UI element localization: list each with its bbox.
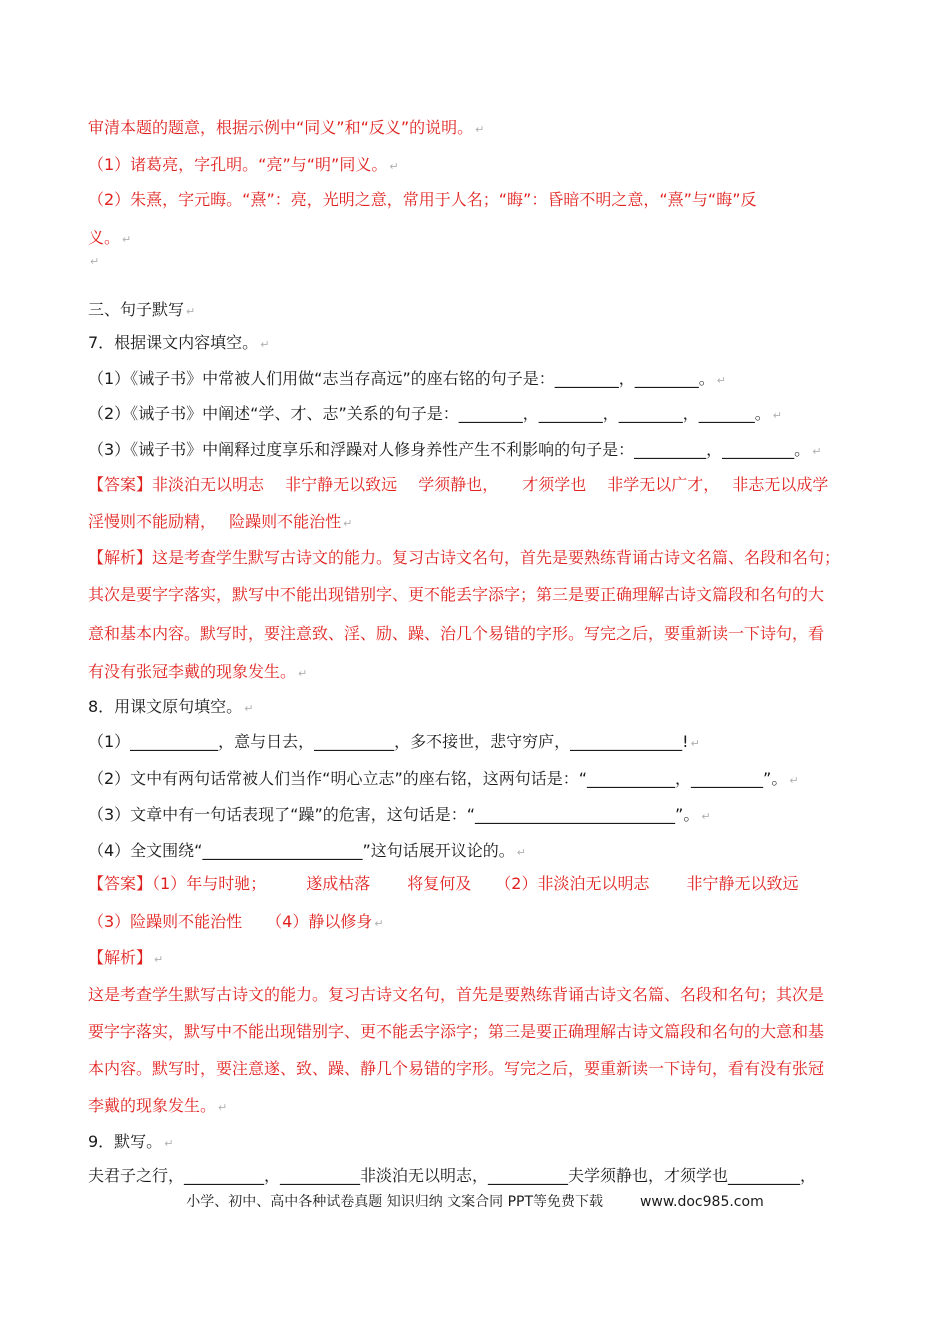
q8-title: 8．用课文原句填空。 ↵ <box>88 697 254 716</box>
footer-url[interactable]: www.doc985.com <box>639 1194 764 1210</box>
q8-analysis-line-4: 李戴的现象发生。 ↵ <box>88 1096 228 1115</box>
intro-line-2: （1）诸葛亮，字孔明。“亮”与“明”同义。 ↵ <box>88 155 399 174</box>
q7-answer-line-2: 淫慢则不能励精， 险躁则不能治性 ↵ <box>88 512 353 531</box>
q9-line-1: 夫君子之行，__________，__________非淡泊无以明志，__________夫学须静也，才须学也_________， <box>88 1166 817 1185</box>
q7-analysis-line-2: 其次是要字字落实，默写中不能出现错别字、更不能丢字添字；第三是要正确理解古诗文篇段和名句的大 <box>88 585 825 604</box>
q7-item-3: （3）《诫子书》中阐释过度享乐和浮躁对人修身养性产生不利影响的句子是：_________，_________。 ↵ <box>88 440 822 459</box>
footer-text: 小学、初中、高中各种试卷真题 知识归纳 文案合同 PPT等免费下载 <box>186 1194 604 1210</box>
q8-item-1: （1）___________，意与日去，__________，多不接世，悲守穷庐，______________! ↵ <box>88 732 700 751</box>
q8-answer-line-1: 【答案】（1）年与时驰； 遂成枯落 将复何及 （2）非淡泊无以明志 非宁静无以致远 <box>88 874 799 893</box>
q8-answer-line-2: （3）险躁则不能治性 （4）静以修身 ↵ <box>88 912 384 931</box>
q7-analysis-line-1: 【解析】这是考查学生默写古诗文的能力。复习古诗文名句，首先是要熟练背诵古诗文名篇、名段和名句； <box>88 548 841 567</box>
intro-line-1: 审清本题的题意，根据示例中“同义”和“反义”的说明。 ↵ <box>88 118 485 137</box>
q8-analysis-line-3: 本内容。默写时，要注意遂、致、躁、静几个易错的字形。写完之后，要重新读一下诗句，看有没有张冠 <box>88 1059 825 1078</box>
q7-answer-line-1: 【答案】非淡泊无以明志 非宁静无以致远 学须静也， 才须学也 非学无以广才， 非志无以成学 <box>88 475 829 494</box>
section-heading: 三、句子默写 ↵ <box>88 300 196 319</box>
q7-title: 7．根据课文内容填空。 ↵ <box>88 333 270 352</box>
q7-analysis-line-3: 意和基本内容。默写时，要注意致、淫、励、躁、治几个易错的字形。写完之后，要重新读一下诗句，看 <box>88 624 825 643</box>
q8-item-4: （4）全文围绕“____________________”这句话展开议论的。 ↵ <box>88 841 526 860</box>
q7-item-2: （2）《诫子书》中阐述“学、才、志”关系的句子是：________，________，________，_______。 ↵ <box>88 404 782 423</box>
q8-item-3: （3）文章中有一句话表现了“躁”的危害，这句话是：“_________________________”。 ↵ <box>88 805 711 824</box>
intro-line-3: （2）朱熹，字元晦。“熹”：亮，光明之意，常用于人名；“晦”：昏暗不明之意，“熹”与“晦”反 <box>88 190 757 209</box>
q8-item-2: （2）文中有两句话常被人们当作“明心立志”的座右铭，这两句话是：“___________，_________”。 ↵ <box>88 769 799 788</box>
q7-analysis-line-4: 有没有张冠李戴的现象发生。 ↵ <box>88 662 308 681</box>
empty-paragraph-mark: ↵ <box>90 255 100 268</box>
q9-title: 9．默写。 ↵ <box>88 1132 174 1151</box>
q8-analysis-line-1: 这是考查学生默写古诗文的能力。复习古诗文名句，首先是要熟练背诵古诗文名篇、名段和名句；其次是 <box>88 985 825 1004</box>
q8-analysis-label: 【解析】 ↵ <box>88 948 164 967</box>
intro-line-4: 义。 ↵ <box>88 228 132 247</box>
q8-analysis-line-2: 要字字落实，默写中不能出现错别字、更不能丢字添字；第三是要正确理解古诗文篇段和名句的大意和基 <box>88 1022 825 1041</box>
q7-item-1: （1）《诫子书》中常被人们用做“志当存高远”的座右铭的句子是：________，________。 ↵ <box>88 369 726 388</box>
page-footer <box>0 1191 950 1211</box>
